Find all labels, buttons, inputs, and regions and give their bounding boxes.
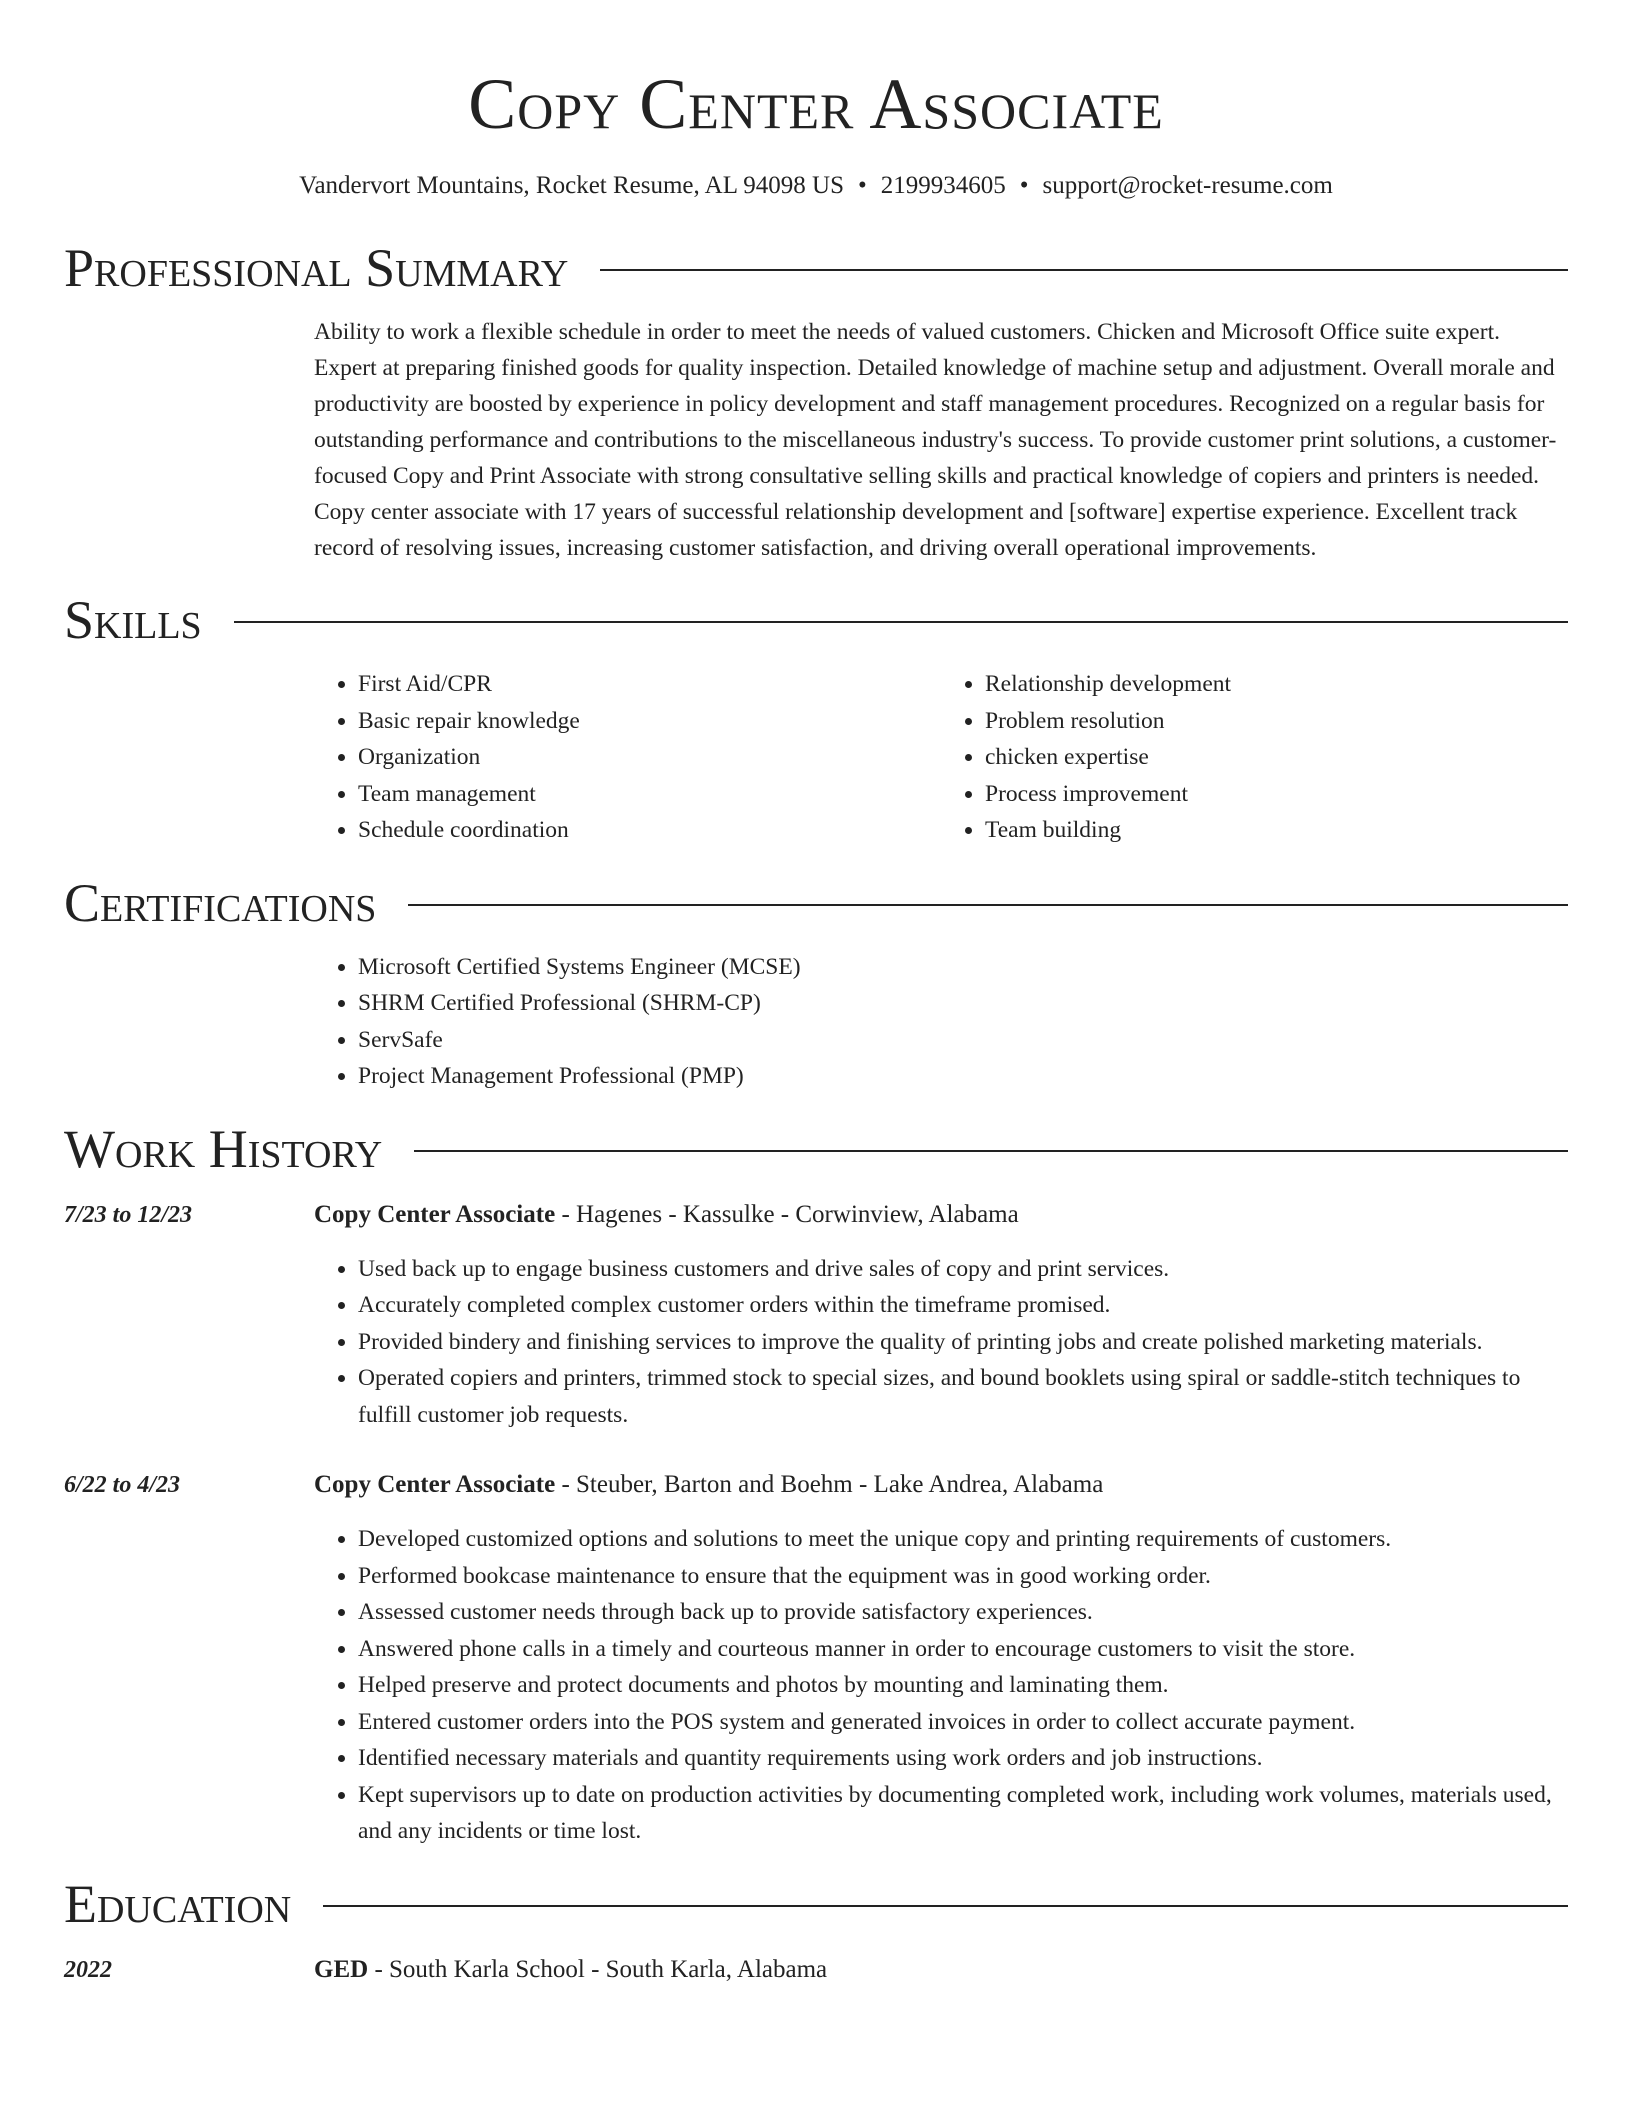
list-item: • Organization — [358, 739, 941, 776]
education-year: 2022 — [64, 1956, 112, 1983]
job-title-line — [314, 1467, 1568, 1503]
skills-column-right — [941, 666, 1568, 849]
candidate-name: Copy Center Associate — [468, 64, 1164, 144]
list-item: • Operated copiers and printers, trimmed stock to special sizes, and bound booklets using spiral or saddle-stitch techniques to fulfill customer job requests. — [358, 1360, 1568, 1433]
list-item: • Microsoft Certified Systems Engineer (MCSE) — [358, 949, 1568, 986]
job-dates: 7/23 to 12/23 — [64, 1201, 193, 1228]
list-item: • Basic repair knowledge — [358, 703, 941, 740]
list-item: • Developed customized options and solutions to meet the unique copy and printing requirements of customers. — [358, 1521, 1568, 1558]
list-item: • Problem resolution — [985, 703, 1568, 740]
job-bullets — [314, 1251, 1568, 1434]
job-body — [314, 1467, 1568, 1850]
education-school: - South Karla School - South Karla, Alabama — [368, 1955, 828, 1983]
separator: • — [858, 172, 867, 199]
section-title: Education — [64, 1873, 292, 1934]
list-item: • Team building — [985, 812, 1568, 849]
skills-column-left — [314, 666, 941, 849]
job-entry — [64, 1197, 1568, 1434]
list-item: • Relationship development — [985, 666, 1568, 703]
section-title: Skills — [64, 590, 202, 650]
list-item: • Entered customer orders into the POS system and generated invoices in order to collect accurate payment. — [358, 1704, 1568, 1741]
job-title-line — [314, 1197, 1568, 1233]
section-header-summary — [64, 236, 1568, 300]
section-divider — [414, 1150, 1568, 1152]
list-item: • Assessed customer needs through back up to provide satisfactory experiences. — [358, 1594, 1568, 1631]
job-company: - Hagenes - Kassulke - Corwinview, Alabama — [555, 1200, 1019, 1228]
section-title: Professional Summary — [64, 238, 569, 298]
education-body — [314, 1952, 1568, 1988]
job-title: Copy Center Associate — [314, 1200, 556, 1228]
list-item: • Accurately completed complex customer orders within the timeframe promised. — [358, 1287, 1568, 1324]
list-item: • SHRM Certified Professional (SHRM-CP) — [358, 985, 1568, 1022]
section-header-skills — [64, 588, 1568, 652]
phone: 2199934605 — [880, 172, 1006, 199]
section-divider — [600, 269, 1568, 271]
job-entry — [64, 1467, 1568, 1850]
job-company: - Steuber, Barton and Boehm - Lake Andrea, Alabama — [555, 1471, 1104, 1498]
separator: • — [1019, 172, 1029, 199]
section-title: Work History — [64, 1118, 383, 1179]
list-item: • Used back up to engage business customers and drive sales of copy and print services. — [358, 1251, 1568, 1288]
education-degree: GED — [314, 1955, 369, 1983]
list-item: • chicken expertise — [985, 739, 1568, 776]
list-item: • Team management — [358, 776, 941, 813]
section-divider — [408, 904, 1568, 906]
job-title: Copy Center Associate — [314, 1471, 556, 1498]
education-entry — [64, 1952, 1568, 1988]
section-divider — [234, 621, 1568, 623]
summary-text: Ability to work a flexible schedule in order to meet the needs of valued customers. Chicken and Microsoft Office suite expert. Expert at preparing finished goods for quality inspection. Detailed knowledge of machine setup and adjustment. Overall morale and productivity are boosted by experience in policy development and staff management procedures. Recognized on a regular basis for outstanding performance and contributions to the miscellaneous industry's success. To provide customer print solutions, a customer-focused Copy and Print Associate with strong consultative selling skills and practical knowledge of copiers and printers is needed. Copy center associate with 17 years of successful relationship development and [software] expertise experience. Excellent track record of resolving issues, increasing customer satisfaction, and driving overall operational improvements. — [314, 319, 1557, 561]
education-line — [314, 1952, 1568, 1988]
job-dates: 6/22 to 4/23 — [64, 1472, 181, 1498]
section-title: Certifications — [64, 872, 377, 933]
section-header-work-history — [64, 1117, 1568, 1181]
contact-line — [64, 170, 1568, 202]
list-item: • Process improvement — [985, 776, 1568, 813]
email: support@rocket-resume.com — [1042, 172, 1333, 199]
certifications-items — [314, 949, 1568, 1095]
job-body — [314, 1197, 1568, 1434]
list-item: • ServSafe — [358, 1022, 1568, 1059]
section-divider — [323, 1905, 1568, 1907]
list-item: • Schedule coordination — [358, 812, 941, 849]
list-item: • Helped preserve and protect documents and photos by mounting and laminating them. — [358, 1667, 1568, 1704]
certifications-list — [314, 949, 1568, 1095]
list-item: • First Aid/CPR — [358, 666, 941, 703]
list-item: • Identified necessary materials and quantity requirements using work orders and job instructions. — [358, 1740, 1568, 1777]
skills-list — [314, 666, 1568, 849]
list-item: • Kept supervisors up to date on production activities by documenting completed work, including work volumes, materials used, and any incidents or time lost. — [358, 1777, 1568, 1850]
section-header-education — [64, 1872, 1568, 1936]
list-item: • Provided bindery and finishing services to improve the quality of printing jobs and create polished marketing materials. — [358, 1324, 1568, 1361]
section-header-certifications — [64, 871, 1568, 935]
list-item: • Project Management Professional (PMP) — [358, 1058, 1568, 1095]
job-bullets — [314, 1521, 1568, 1850]
address: Vandervort Mountains, Rocket Resume, AL 94098 US — [299, 172, 845, 199]
list-item: • Performed bookcase maintenance to ensure that the equipment was in good working order. — [358, 1558, 1568, 1595]
list-item: • Answered phone calls in a timely and courteous manner in order to encourage customers to visit the store. — [358, 1631, 1568, 1668]
